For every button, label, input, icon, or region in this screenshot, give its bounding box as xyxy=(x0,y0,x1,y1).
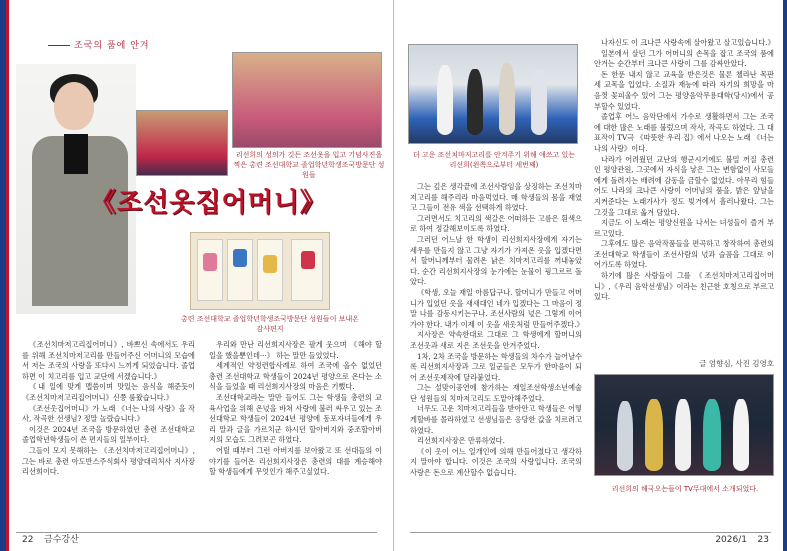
red-margin-stripe xyxy=(6,0,9,551)
sewing-photo xyxy=(408,44,578,144)
body-column-3 xyxy=(410,182,582,479)
paragraph: 지금도 이 노래는 평양신원을 나서는 녀성들이 즐겨 부르고있다. xyxy=(594,218,774,238)
paragraph: 《이 옷이 어느 일개인에 의해 만들어졌다고 생각하지 말아야 합니다. 이것은 조국의 사랑입니다. 조국의 사랑은 돈으로 계산할수 없습니다. xyxy=(410,446,582,478)
paragraph: 돈 한푼 내지 않고 교육을 받은것은 물론 첼라난 목판 세 교목을 입었다. 소질과 재능에 따라 자기의 희망을 마음껏 꽃피울수 있어 그는 평양음악무용대학(당시)에서 공부할수 있었다. xyxy=(594,69,774,111)
right-page xyxy=(394,0,787,551)
article-title: 《조선옷집어머니》 xyxy=(90,188,327,218)
body-column-1 xyxy=(22,340,195,478)
sewing-photo-caption: 더 고운 조선치마저고리를 안겨주기 위해 애쓰고 있는 리선희(왼쪽으로부터 세번째) xyxy=(412,151,576,169)
section-tag: 조국의 품에 안겨 xyxy=(48,38,150,51)
paragraph: 일본에서 살던 그가 어머니의 손목을 잡고 조국의 품에 안겨는 순간부터 크나큰 사랑이 그를 감싸안았다. xyxy=(594,48,774,69)
letters-photo xyxy=(190,232,330,310)
magazine-name: 금수강산 xyxy=(44,535,79,545)
paragraph: 그후에도 많은 음악작품들을 편곡하고 창작하여 총련의 조선대학교 학생들이 조선사람의 넋과 슬픔을 그대로 이어가도록 하였다. xyxy=(594,239,774,270)
paragraph: 《학생, 오늘 재일 아름답구나. 할머니가 만들고 어머니가 입었던 옷을 새새대인 네가 입겠다는 그 마음이 정말 나를 감동시키는구나. 조선사람의 넋은 그렇게 이어가야 한다. 내가 이제 이 옷을 새옷처럼 만들어주겠다.》 xyxy=(410,287,584,329)
letters-caption: 총련 조선대학교 졸업학년학생조국방문단 성원들이 보내온 감사편지 xyxy=(181,315,359,333)
paragraph: 그러면서도 치고리의 색갈은 어떠하든 고름은 흰색으로 하여 정갈해보이도록 하였다. xyxy=(410,213,582,234)
body-column-4 xyxy=(594,38,774,303)
byline: 글 엄향심, 사진 김영호 xyxy=(699,359,774,368)
left-page xyxy=(0,0,393,551)
paragraph: 세계적인 약정련합사례로 하여 조국에 올수 없었던 총련 조선대학교 학생들이 2024년 평양으로 온다는 소식을 들었을 때 리선희지사장의 마음은 기뻤다. xyxy=(209,361,382,392)
stage-photo xyxy=(594,374,774,476)
paragraph: 그러던 어느날 한 학생이 리선희지사장에게 자기는 세우를 만들지 않고 그냥 자기가 가져온 옷을 입겠다면서 할머니께부터 물려온 낡은 치마저고리를 꺼내놓았다. 순간 리선희지사장의 눈가에는 눈물이 핑그르르 돌았다. xyxy=(410,234,582,287)
paragraph: 너무도 고운 치마저고리들을 받아안고 학생들은 어떻게할바를 몰라하였고 선생님들은 응당한 값을 치르려고 하였다. xyxy=(410,404,582,435)
left-body-columns xyxy=(22,340,382,478)
paragraph: 리선희지사장은 만류하였다. xyxy=(417,436,505,446)
stage-photo-caption: 리선희의 해국오는들이 TV무대에서 소개되었다. xyxy=(611,485,759,493)
page-number-left: 22 xyxy=(22,535,34,545)
paragraph: 《내 일에 맞게 맵씀이며 맛있는 음식을 해준듯이 《조선치마저고리집어머니》신쯩 룸왔습니다.》 xyxy=(22,382,195,402)
paragraph: 이것은 2024년 조국을 방문하였던 총련 조선대학교 졸업학년학생들이 쓴 편지들의 일부이다. xyxy=(22,424,195,445)
paragraph: 《조선옷집어머니》가 노래 《너는 나의 사랑》을 작사, 작곡한 선생님? 정말 놀랐습니다.》 xyxy=(22,403,195,424)
paragraph: 나자신도 이 크나큰 사랑속에 살아왔고 살고있습니다.》 xyxy=(601,38,775,47)
paragraph: 우리와 만난 리선희지사장은 팔게 웃으며 《해야 할 일을 했을뿐인데···》 하는 말만 들었었다. xyxy=(209,340,382,360)
paragraph: 지사장은 약속한대로 그대로 그 학생에게 할머니의 조선옷과 새로 지은 조선옷을 안겨주었다. xyxy=(410,330,582,350)
paragraph: 하기에 많은 사람들이 그를 《조선치마저고리집어머니》,《우리 음악선생님》이라는 친근한 호칭으로 부르고있다. xyxy=(594,271,774,302)
body-column-2 xyxy=(209,340,382,478)
paragraph: 그는 깊은 생각끝에 조선사람임을 상징하는 조선치마저고리를 해주리라 마음먹었다. 매 학생들의 몸을 재였고 그들이 전유 색을 선택하게 하였다. xyxy=(410,182,582,213)
footer-rule xyxy=(410,532,771,533)
paragraph: 그는 설맞이공연에 참가하는 재일조선학생소년예술단 성원들의 치마저고리도 도맡아해주었다. xyxy=(410,383,582,403)
group-photo-caption: 리선희의 성의가 깃든 조선옷을 입고 기념사진을 찍은 총련 조선대학교 졸업학년학생조국방문단 성원들 xyxy=(233,151,385,179)
paragraph: 졸업후 어느 음악단에서 가수로 생활하면서 그는 조국에 대한 많은 노래를 불렀으며 작사, 작곡도 하였다. 그 대표작이 TV극 《따뜻한 우리 집》에서 나오는 노래 《너는 나의 사랑》이다. xyxy=(594,112,774,153)
blue-margin-stripe-right xyxy=(783,0,787,551)
paragraph: 어릴 때부터 그런 아버지를 보아왔고 또 선대들의 이야기를 들어온 리선희지사장은 총련의 대를 계승해야 할 학생들에게 무엇인가 해주고싶었다. xyxy=(209,445,382,477)
paragraph: 그들이 모지 못해하는 《조선치마저고리집어머니》, 그는 바로 총련 아도반스주식회사 평양대리처사 지사장 리선희이다. xyxy=(22,445,195,477)
group-photo-small xyxy=(136,110,228,176)
paragraph: 《조선치마저고리집어머니》, 바쁘신 속에서도 우리를 위해 조선치마저고리를 만들어주신 어머니의 모습에서 저는 조국의 사랑을 또다시 느끼게 되었습니다. 졸업하면 이 치고리를 입고 교단에 서겠습니다.》 xyxy=(22,340,195,381)
paragraph: 나라가 어려웠던 교난의 행군시기에도 불밀 꺼질 총련인 평양관원, 그곳에서 자식을 낳은 그는 변함없이 사모들에게 돌려지는 배려에 감동을 금할수 없었다. 아무리 힘들어도 나라의 크나큰 사랑이 어머님의 품을, 밝은 앞날을 지켜준다는 노래가사가 정도 빚거에서 흘러나왔다. 그는 그것을 그대로 옮겨 담았다. xyxy=(594,154,774,217)
issue-number: 2026/1 xyxy=(715,535,747,545)
paragraph: 1차, 2차 조국을 방문하는 학생들의 차수가 늘어날수록 리선희지사장과 그로 일군들은 모두가 한마음이 되어 조선옷제작에 달라붙었다. xyxy=(410,351,582,382)
page-number-right: 23 xyxy=(757,535,769,545)
paragraph: 조선대학교라는 말만 들어도 그는 학생들 총련의 교육사업을 위해 온넋을 바쳐 사랑에 불러 싸우고 있는 조선대학교 학생들이 2024년 평양에 동포자녀들에게 우리 말과 글을 가르치군 하시던 할아버지와 중조할아버지의 모습도 그려보곤 하였다. xyxy=(209,392,382,445)
group-photo-large xyxy=(232,52,382,148)
